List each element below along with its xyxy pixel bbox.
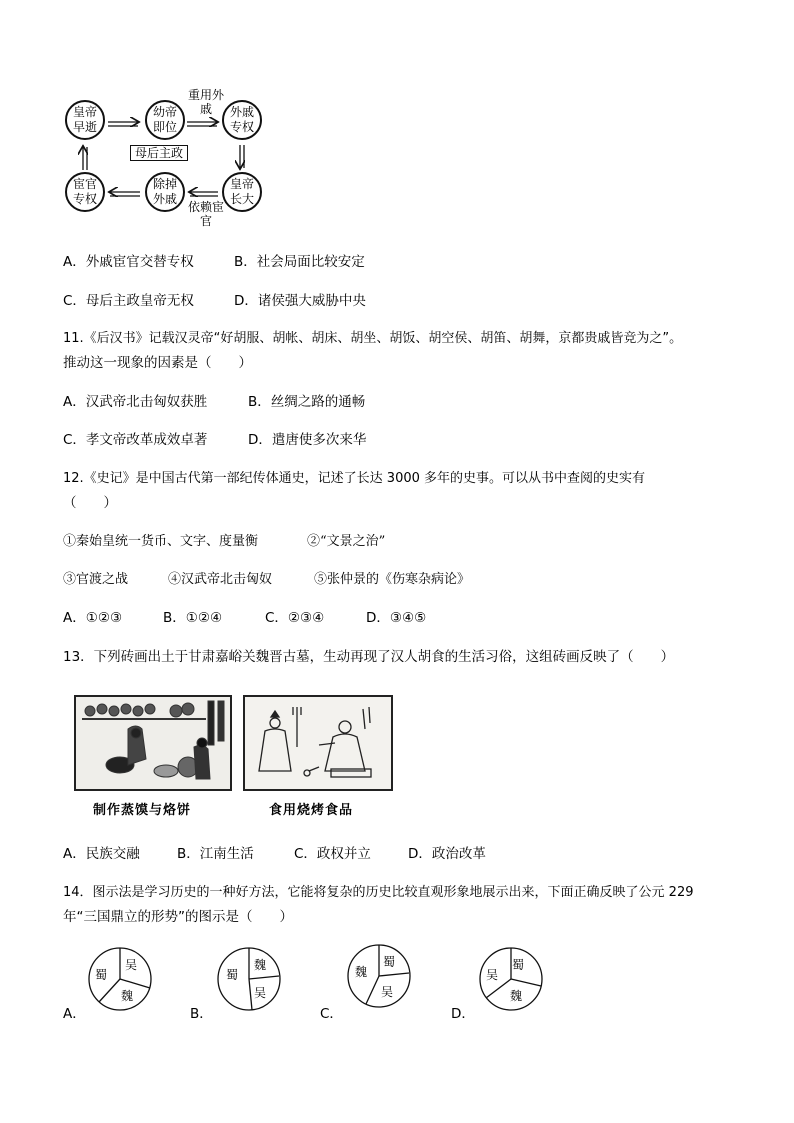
caption-painting-1: 制作蒸馍与烙饼	[93, 803, 192, 818]
node-remove-consort: 除掉外戚	[145, 172, 185, 212]
pie-d-label-2: 蜀	[512, 958, 525, 972]
edge-label-bottom: 依赖宦官	[188, 200, 225, 228]
q11-stem-line2: 推动这一现象的因素是（ ）	[63, 355, 252, 371]
pie-b-label-3: 吴	[254, 986, 267, 1000]
brick-painting-1	[74, 695, 232, 791]
caption-painting-2: 食用烧烤食品	[269, 803, 354, 818]
pie-b-label-2: 魏	[254, 958, 267, 972]
q12-option-c: C．②③④	[265, 610, 325, 626]
q12-option-a: A．①②③	[63, 610, 123, 626]
box-label: 母后主政	[130, 145, 188, 161]
q14-option-a: A．	[63, 1006, 86, 1022]
q10-option-d: D．诸侯强大威胁中央	[234, 293, 366, 309]
edge-label-top: 重用外戚	[188, 88, 225, 116]
q13-stem-line1: 13．下列砖画出土于甘肃嘉峪关魏晋古墓，生动再现了汉人胡食的生活习俗，这组砖画反映了（ ）	[63, 649, 675, 665]
node-early-death: 皇帝早逝	[65, 100, 105, 140]
q11-option-b: B．丝绸之路的通畅	[248, 394, 366, 410]
q12-stem-line2: （ ）	[63, 495, 117, 511]
pie-c-label-3: 吴	[381, 985, 394, 999]
pie-c-label-1: 魏	[355, 965, 368, 979]
brick-painting-2	[243, 695, 393, 791]
q11-option-a: A．汉武帝北击匈奴获胜	[63, 394, 208, 410]
q12-option-d: D．③④⑤	[366, 610, 427, 626]
q11-option-d: D．遣唐使多次来华	[248, 432, 367, 448]
q14-stem-line1: 14．图示法是学习历史的一种好方法，它能将复杂的历史比较直观形象地展示出来，下面正确反映了公元 229	[63, 885, 694, 900]
q12-stem-line1: 12.《史记》是中国古代第一部纪传体通史，记述了长达 3000 多年的史事。可以从书中查阅的史实有	[63, 471, 646, 486]
q12-option-b: B．①②④	[163, 610, 223, 626]
q11-stem-line1: 11.《后汉书》记载汉灵帝“好胡服、胡帐、胡床、胡坐、胡饭、胡空侯、胡笛、胡舞，京都贵戚皆竞为之”。	[63, 331, 683, 346]
q12-item-5: ⑤张仲景的《伤寒杂病论》	[314, 572, 471, 587]
q14-option-b: B．	[190, 1006, 213, 1022]
q12-item-3: ③官渡之战	[63, 572, 129, 587]
pie-a-label-3: 魏	[121, 989, 134, 1003]
pie-a-label-2: 吴	[125, 958, 138, 972]
node-child-emperor: 幼帝即位	[145, 100, 185, 140]
q13-option-d: D．政治改革	[408, 846, 486, 862]
q13-option-a: A．民族交融	[63, 846, 140, 862]
node-consort-power: 外戚专权	[222, 100, 262, 140]
q12-item-2: ②“文景之治”	[307, 534, 386, 549]
q14-stem-line2: 年“三国鼎立的形势”的图示是（ ）	[63, 909, 293, 925]
pie-b-label-1: 蜀	[226, 968, 239, 982]
q10-option-c: C．母后主政皇帝无权	[63, 293, 194, 309]
pie-d-label-3: 魏	[510, 989, 523, 1003]
diagram-arrows	[60, 90, 280, 235]
brick-painting-2-image	[245, 697, 391, 789]
q12-item-4: ④汉武帝北击匈奴	[168, 572, 273, 587]
q11-option-c: C．孝文帝改革成效卓著	[63, 432, 208, 448]
q12-item-1: ①秦始皇统一货币、文字、度量衡	[63, 534, 259, 549]
node-eunuch-power: 宦官专权	[65, 172, 105, 212]
q14-option-c: C．	[320, 1006, 343, 1022]
q14-option-d: D．	[451, 1006, 475, 1022]
q13-option-c: C．政权并立	[294, 846, 371, 862]
pie-a-label-1: 蜀	[95, 968, 108, 982]
pie-c-label-2: 蜀	[383, 955, 396, 969]
brick-painting-1-image	[76, 697, 230, 789]
node-emperor-grown: 皇帝长大	[222, 172, 262, 212]
pie-d-label-1: 吴	[486, 968, 499, 982]
q10-option-b: B．社会局面比较安定	[234, 254, 365, 270]
q10-option-a: A．外戚宦官交替专权	[63, 254, 194, 270]
q13-option-b: B．江南生活	[177, 846, 254, 862]
